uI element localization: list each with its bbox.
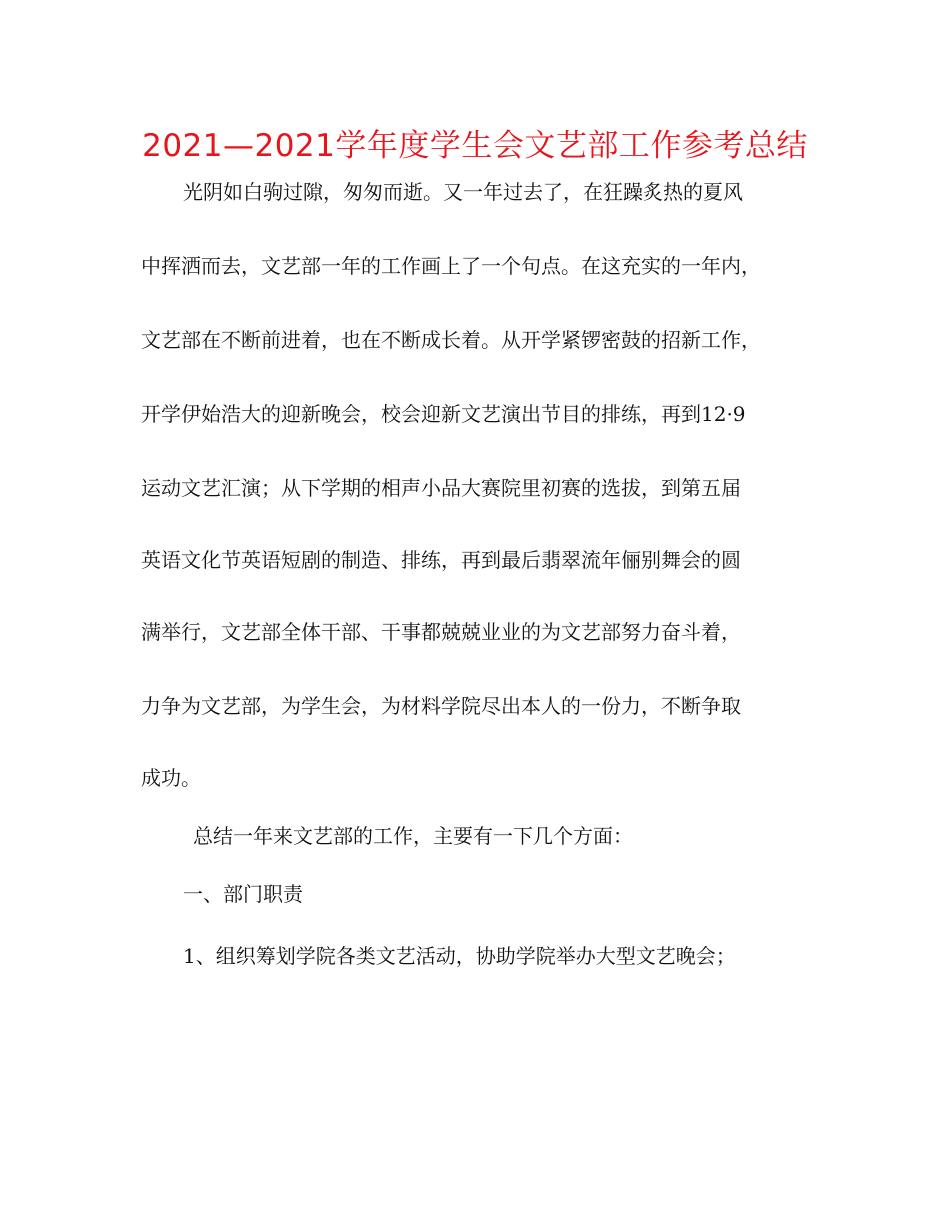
list-item: 1、组织筹划学院各类文艺活动，协助学院举办大型文艺晚会； <box>183 944 736 968</box>
paragraph-line: 光阴如白驹过隙，匆匆而逝。又一年过去了，在狂躁炙热的夏风 <box>183 180 743 204</box>
paragraph-line: 文艺部在不断前进着，也在不断成长着。从开学紧锣密鼓的招新工作， <box>141 328 761 352</box>
paragraph-line: 中挥洒而去，文艺部一年的工作画上了一个句点。在这充实的一年内， <box>141 254 761 278</box>
paragraph-line: 成功。 <box>141 766 201 790</box>
document-title: 2021—2021学年度学生会文艺部工作参考总结 <box>142 128 808 164</box>
paragraph-line: 运动文艺汇演；从下学期的相声小品大赛院里初赛的选拔，到第五届 <box>141 476 741 500</box>
summary-intro: 总结一年来文艺部的工作，主要有一下几个方面： <box>193 824 633 848</box>
section-heading: 一、部门职责 <box>183 882 303 906</box>
paragraph-line: 力争为文艺部，为学生会，为材料学院尽出本人的一份力，不断争取 <box>141 694 741 718</box>
paragraph-line: 英语文化节英语短剧的制造、排练，再到最后翡翠流年俪别舞会的圆 <box>141 548 741 572</box>
paragraph-line: 满举行，文艺部全体干部、干事都兢兢业业的为文艺部努力奋斗着， <box>141 620 741 644</box>
paragraph-line: 开学伊始浩大的迎新晚会，校会迎新文艺演出节目的排练，再到12·9 <box>141 402 746 426</box>
